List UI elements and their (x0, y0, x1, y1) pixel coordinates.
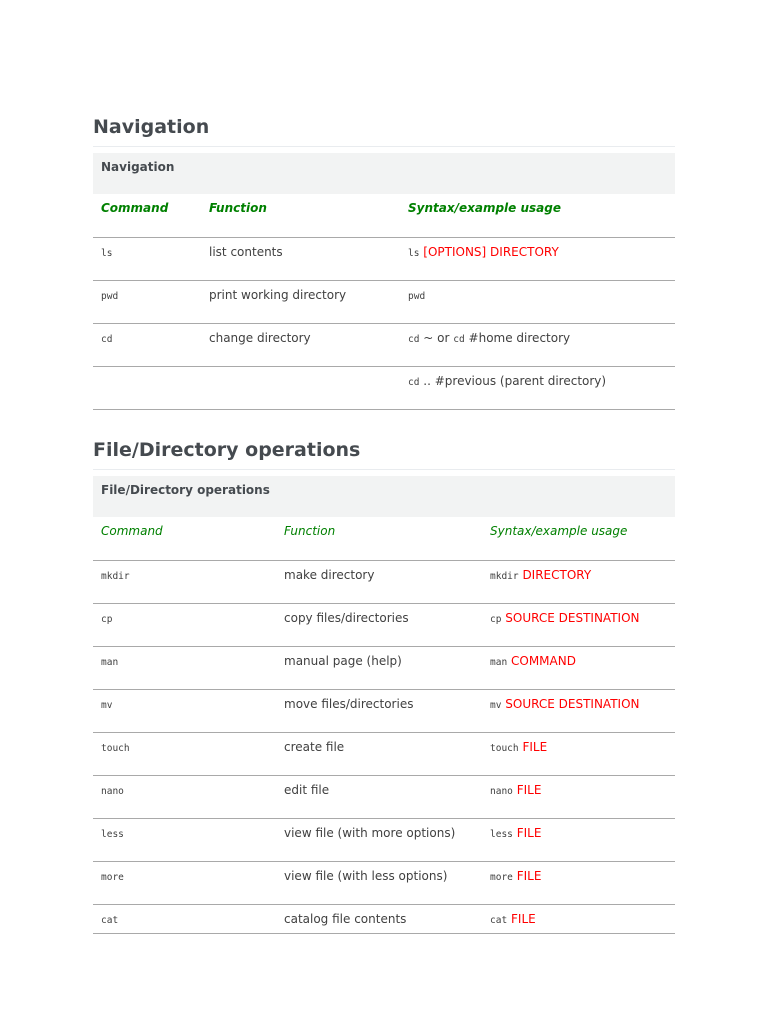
command-cell (93, 604, 276, 647)
table-row (93, 733, 675, 776)
navigation-heading: Navigation (93, 116, 675, 147)
command-cell (93, 862, 276, 905)
syntax-cell (482, 819, 675, 862)
function-cell: create file (276, 733, 482, 776)
syntax-cell (482, 604, 675, 647)
command-cell (93, 238, 201, 281)
column-header-syntax: Syntax/example usage (482, 517, 675, 561)
function-cell: view file (with less options) (276, 862, 482, 905)
command-code: cd (101, 334, 113, 345)
syntax-placeholder: FILE (511, 912, 536, 926)
table-row (93, 281, 675, 324)
function-cell: move files/directories (276, 690, 482, 733)
syntax-code: cd (408, 377, 420, 388)
column-header-command: Command (93, 517, 276, 561)
command-cell (93, 690, 276, 733)
syntax-placeholder: FILE (516, 869, 542, 883)
table-caption-row (93, 476, 675, 517)
function-cell: print working directory (201, 281, 400, 324)
syntax-cell (400, 238, 675, 281)
syntax-text: ~ or (423, 331, 450, 345)
table-row (93, 367, 675, 410)
syntax-code: more (490, 872, 513, 883)
table-row (93, 905, 675, 934)
syntax-cell (400, 367, 675, 410)
command-code: nano (101, 786, 124, 797)
command-cell (93, 819, 276, 862)
syntax-code: ls (408, 248, 420, 259)
navigation-table-caption: Navigation (93, 153, 675, 194)
table-row (93, 561, 675, 604)
table-row (93, 647, 675, 690)
function-cell: catalog file contents (276, 905, 482, 934)
syntax-comment: #home directory (468, 331, 571, 345)
command-code: ls (101, 248, 113, 259)
command-cell (93, 367, 201, 410)
syntax-cell (482, 561, 675, 604)
function-cell: change directory (201, 324, 400, 367)
command-code: man (101, 657, 119, 668)
syntax-cell (400, 324, 675, 367)
command-code: mkdir (101, 571, 130, 582)
column-header-function: Function (201, 194, 400, 238)
table-caption-row (93, 153, 675, 194)
syntax-code: pwd (408, 291, 426, 302)
command-code: more (101, 872, 124, 883)
syntax-placeholder: [OPTIONS] DIRECTORY (423, 245, 559, 259)
command-code: cp (101, 614, 113, 625)
command-code: mv (101, 700, 113, 711)
table-header-row (93, 194, 675, 238)
function-cell (201, 367, 400, 410)
table-row (93, 324, 675, 367)
column-header-command: Command (93, 194, 201, 238)
navigation-table (93, 153, 675, 410)
function-cell: view file (with more options) (276, 819, 482, 862)
command-code: less (101, 829, 124, 840)
function-cell: make directory (276, 561, 482, 604)
syntax-placeholder: DIRECTORY (522, 568, 592, 582)
syntax-cell (482, 776, 675, 819)
syntax-code: mv (490, 700, 502, 711)
syntax-cell (482, 690, 675, 733)
column-header-syntax: Syntax/example usage (400, 194, 675, 238)
command-code: cat (101, 915, 119, 926)
command-code: pwd (101, 291, 119, 302)
function-cell: copy files/directories (276, 604, 482, 647)
file-ops-heading: File/Directory operations (93, 439, 675, 470)
command-code: touch (101, 743, 130, 754)
syntax-placeholder: FILE (522, 740, 548, 754)
syntax-code: mkdir (490, 571, 519, 582)
function-cell: edit file (276, 776, 482, 819)
table-row (93, 776, 675, 819)
syntax-code: cd (408, 334, 420, 345)
syntax-placeholder: FILE (516, 826, 542, 840)
syntax-placeholder: SOURCE DESTINATION (505, 697, 640, 711)
syntax-text: .. #previous (parent directory) (423, 374, 607, 388)
command-cell (93, 561, 276, 604)
file-ops-table-caption: File/Directory operations (93, 476, 675, 517)
table-row (93, 819, 675, 862)
syntax-code: cat (490, 915, 508, 926)
function-cell: list contents (201, 238, 400, 281)
syntax-placeholder: COMMAND (511, 654, 576, 668)
syntax-cell (482, 862, 675, 905)
syntax-placeholder: SOURCE DESTINATION (505, 611, 640, 625)
command-cell (93, 647, 276, 690)
syntax-code: touch (490, 743, 519, 754)
table-header-row (93, 517, 675, 561)
column-header-function: Function (276, 517, 482, 561)
syntax-code: man (490, 657, 508, 668)
command-cell (93, 281, 201, 324)
syntax-code: less (490, 829, 513, 840)
file-ops-table (93, 476, 675, 934)
function-cell: manual page (help) (276, 647, 482, 690)
syntax-placeholder: FILE (516, 783, 542, 797)
table-row (93, 862, 675, 905)
command-cell (93, 324, 201, 367)
command-cell (93, 905, 276, 934)
table-row (93, 690, 675, 733)
syntax-cell (400, 281, 675, 324)
syntax-code-2: cd (453, 334, 465, 345)
table-row (93, 604, 675, 647)
syntax-code: nano (490, 786, 513, 797)
command-cell (93, 776, 276, 819)
syntax-cell (482, 647, 675, 690)
syntax-code: cp (490, 614, 502, 625)
syntax-cell (482, 733, 675, 776)
command-cell (93, 733, 276, 776)
syntax-cell (482, 905, 675, 934)
table-row (93, 238, 675, 281)
